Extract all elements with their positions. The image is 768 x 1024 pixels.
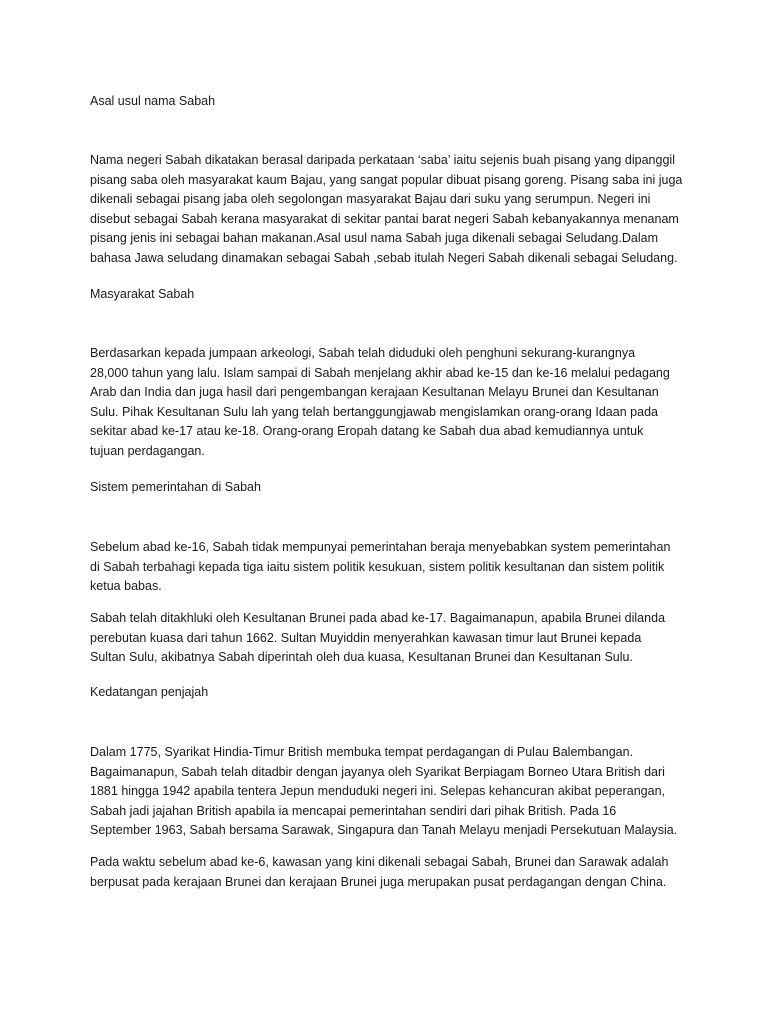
paragraph-line: Arab dan India dan juga hasil dari pengembangan kerajaan Kesultanan Melayu Brunei dan Kesultanan xyxy=(90,385,659,399)
section-heading-masyarakat: Masyarakat Sabah xyxy=(90,287,195,301)
paragraph-line: Berdasarkan kepada jumpaan arkeologi, Sabah telah diduduki oleh penghuni sekurang-kurangnya xyxy=(90,346,636,360)
paragraph-line: disebut sebagai Sabah kerana masyarakat di sekitar pantai barat negeri Sabah kebanyakannya menanam xyxy=(90,211,679,226)
paragraph-line: bahasa Jawa seludang dinamakan sebagai Sabah ,sebab itulah Negeri Sabah dikenali sebagai Seludang. xyxy=(90,250,678,265)
paragraph-kedatangan-penjajah-2 xyxy=(90,853,690,892)
paragraph-sistem-pemerintahan-2 xyxy=(90,609,690,668)
paragraph-line: Sultan Sulu, akibatnya Sabah diperintah oleh dua kuasa, Kesultanan Brunei dan Kesultanan Sulu. xyxy=(90,650,633,664)
paragraph-line: 1881 hingga 1942 apabila tentera Jepun menduduki negeri ini. Selepas kehancuran akibat peperangan, xyxy=(90,784,666,798)
paragraph-sistem-pemerintahan-1 xyxy=(90,538,690,597)
paragraph-line: dikenali sebagai pisang jaba oleh segolongan masyarakat Bajau dari suku yang serumpun. Negeri ini xyxy=(90,192,651,206)
paragraph-line: Dalam 1775, Syarikat Hindia-Timur British membuka tempat perdagangan di Pulau Balembangan. xyxy=(90,745,634,759)
paragraph-asal-usul xyxy=(90,151,690,268)
paragraph-masyarakat xyxy=(90,344,690,461)
paragraph-line: perebutan kuasa dari tahun 1662. Sultan Muyiddin menyerahkan kawasan timur laut Brunei kepada xyxy=(90,630,642,645)
document-page xyxy=(90,0,690,1024)
paragraph-line: pisang jenis ini sebagai bahan makanan.Asal usul nama Sabah juga dikenali sebagai Seludang.Dalam xyxy=(90,231,659,245)
paragraph-kedatangan-penjajah-1 xyxy=(90,743,690,841)
section-heading-sistem-pemerintahan: Sistem pemerintahan di Sabah xyxy=(90,480,261,494)
paragraph-line: berpusat pada kerajaan Brunei dan kerajaan Brunei juga merupakan pusat perdagangan dengan China. xyxy=(90,874,667,889)
paragraph-line: Sabah telah ditakhluki oleh Kesultanan Brunei pada abad ke-17. Bagaimanapun, apabila Brunei dilanda xyxy=(90,611,666,625)
paragraph-line: Nama negeri Sabah dikatakan berasal daripada perkataan ‘saba’ iaitu sejenis buah pisang yang dipanggil xyxy=(90,153,675,167)
paragraph-line: Bagaimanapun, Sabah telah ditadbir dengan jayanya oleh Syarikat Berpiagam Borneo Utara British dari xyxy=(90,764,665,779)
paragraph-line: Sabah jadi jajahan British apabila ia mencapai pemerintahan sendiri dari pihak British. Pada 16 xyxy=(90,803,617,818)
paragraph-line: tujuan perdagangan. xyxy=(90,443,205,458)
paragraph-line: di Sabah terbahagi kepada tiga iaitu sistem politik kesukuan, sistem politik kesultanan dan sistem politik xyxy=(90,559,665,574)
section-heading-asal-usul: Asal usul nama Sabah xyxy=(90,94,216,108)
paragraph-line: Pada waktu sebelum abad ke-6, kawasan yang kini dikenali sebagai Sabah, Brunei dan Sarawak adalah xyxy=(90,855,669,869)
section-heading-kedatangan-penjajah: Kedatangan penjajah xyxy=(90,685,209,699)
paragraph-line: September 1963, Sabah bersama Sarawak, Singapura dan Tanah Melayu menjadi Persekutuan Malaysia. xyxy=(90,823,678,837)
paragraph-line: 28,000 tahun yang lalu. Islam sampai di Sabah menjelang akhir abad ke-15 dan ke-16 melalui pedagang xyxy=(90,365,670,380)
paragraph-line: Sebelum abad ke-16, Sabah tidak mempunyai pemerintahan beraja menyebabkan system pemerintahan xyxy=(90,540,671,554)
paragraph-line: sekitar abad ke-17 atau ke-18. Orang-orang Eropah datang ke Sabah dua abad kemudiannya untuk xyxy=(90,424,644,438)
paragraph-line: pisang saba oleh masyarakat kaum Bajau, yang sangat popular dibuat pisang goreng. Pisang saba ini juga xyxy=(90,172,683,187)
paragraph-line: Sulu. Pihak Kesultanan Sulu lah yang telah bertanggungjawab mengislamkan orang-orang Idaan pada xyxy=(90,404,659,419)
paragraph-line: ketua babas. xyxy=(90,579,162,593)
